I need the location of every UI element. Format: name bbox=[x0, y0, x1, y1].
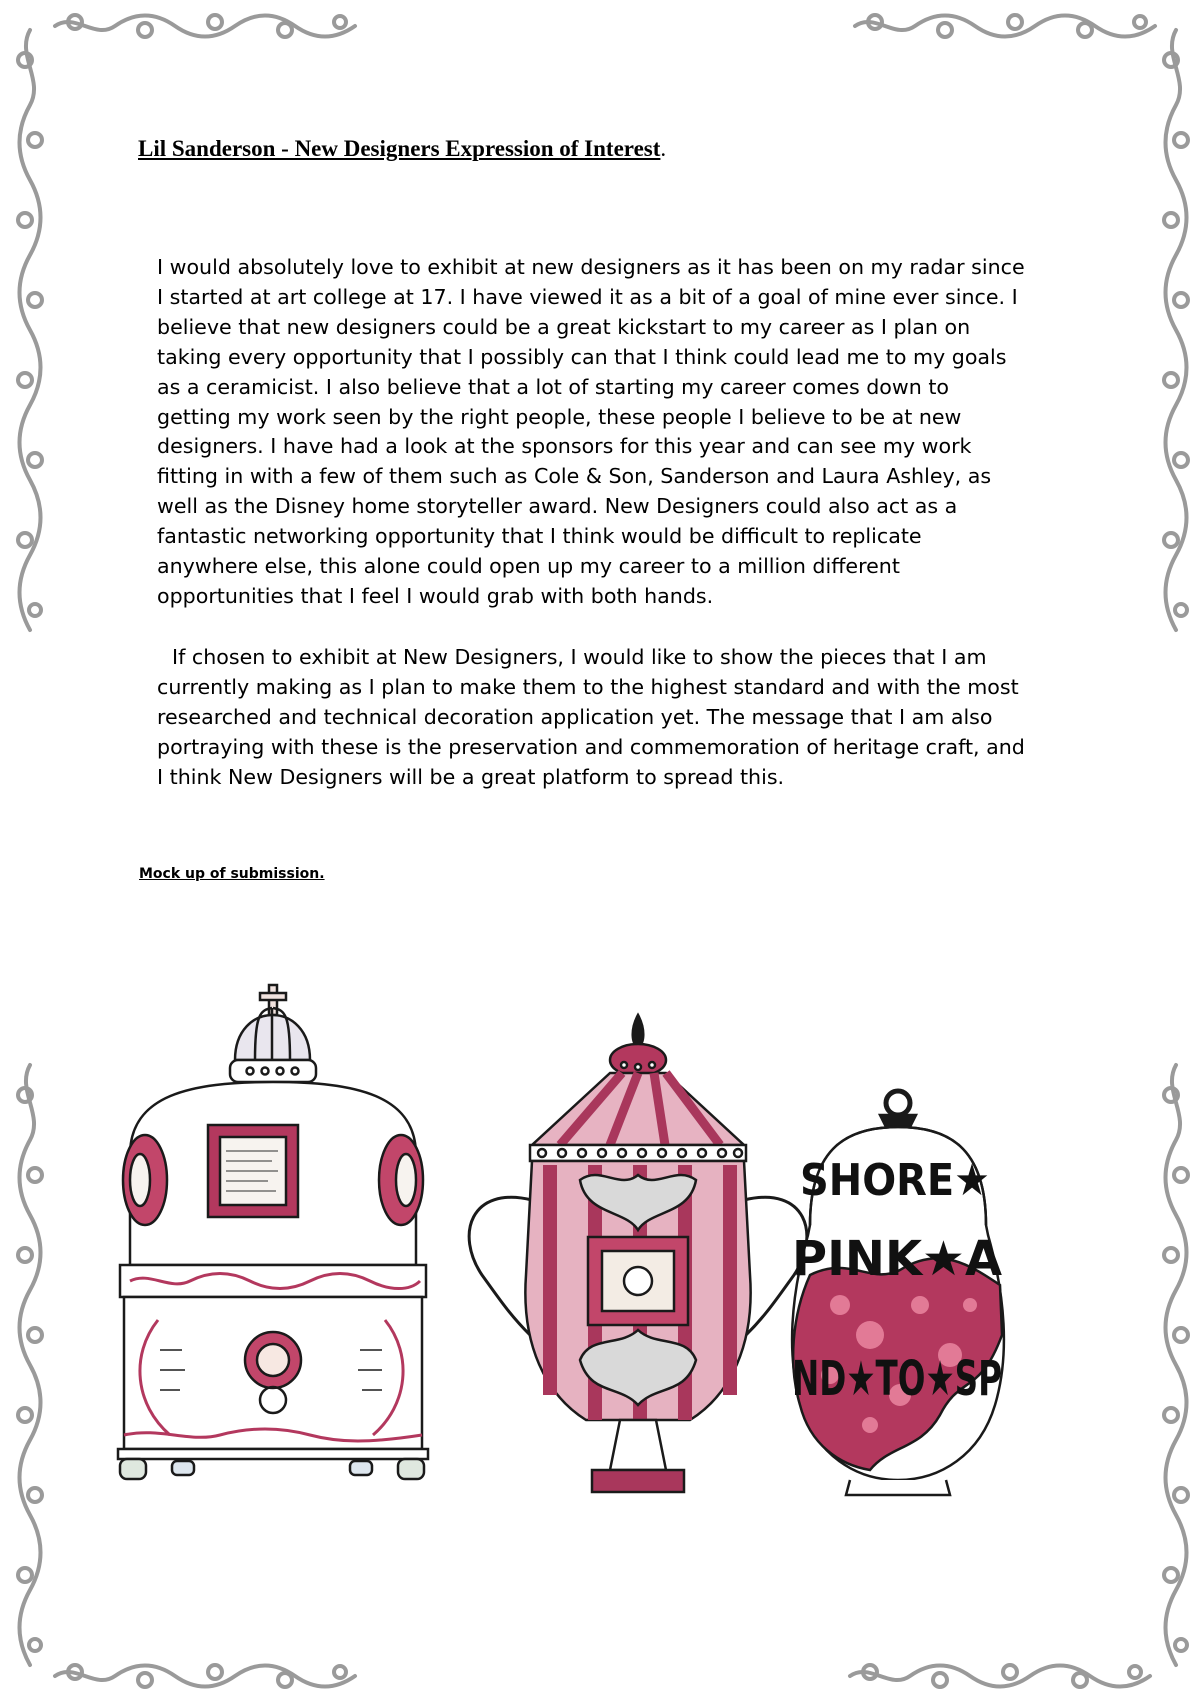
lettered-jar-illustration bbox=[792, 1091, 1004, 1495]
jar-text-line-1: SHORE★ bbox=[800, 1155, 990, 1206]
paragraph-proposal: If chosen to exhibit at New Designers, I would like to show the pieces that I am currently making as I plan to make them to the highest standard and with the most researched and technical decoration application yet. The message that I am also portraying with these is the preservation and commemoration of heritage craft, and I think New Designers will be a great platform to spread this. bbox=[157, 645, 1025, 789]
jar-lettering bbox=[792, 1155, 1002, 1407]
jar-text-line-2: PINK★A bbox=[792, 1231, 1002, 1287]
title-period: . bbox=[660, 136, 667, 161]
title-text: Lil Sanderson - New Designers Expression of Interest bbox=[138, 136, 661, 161]
jar-text-line-3: ND★TO★SP bbox=[792, 1351, 1002, 1407]
paragraph-motivation: I would absolutely love to exhibit at new designers as it has been on my radar since I started at art college at 17. I have viewed it as a bit of a goal of mine ever since. I believe that new designers could be a great kickstart to my career as I plan on taking every opportunity that I possibly can that I think could lead me to my goals as a ceramicist. I also believe that a lot of starting my career comes down to getting my work seen by the right people, these people I believe to be at new designers. I have had a look at the sponsors for this year and can see my work fitting in with a few of them such as Cole & Son, Sanderson and Laura Ashley, as well as the Disney home storyteller award. New Designers could also act as a fantastic networking opportunity that I think would be difficult to replicate anywhere else, this alone could open up my career to a million different opportunities that I feel I would grab with both hands. bbox=[157, 255, 1025, 608]
mockup-caption: Mock up of submission. bbox=[139, 866, 325, 882]
striped-urn-illustration bbox=[469, 1015, 807, 1492]
document-title bbox=[138, 136, 1038, 162]
domed-casket-illustration bbox=[118, 985, 428, 1479]
ceramics-illustrations bbox=[110, 975, 1100, 1575]
